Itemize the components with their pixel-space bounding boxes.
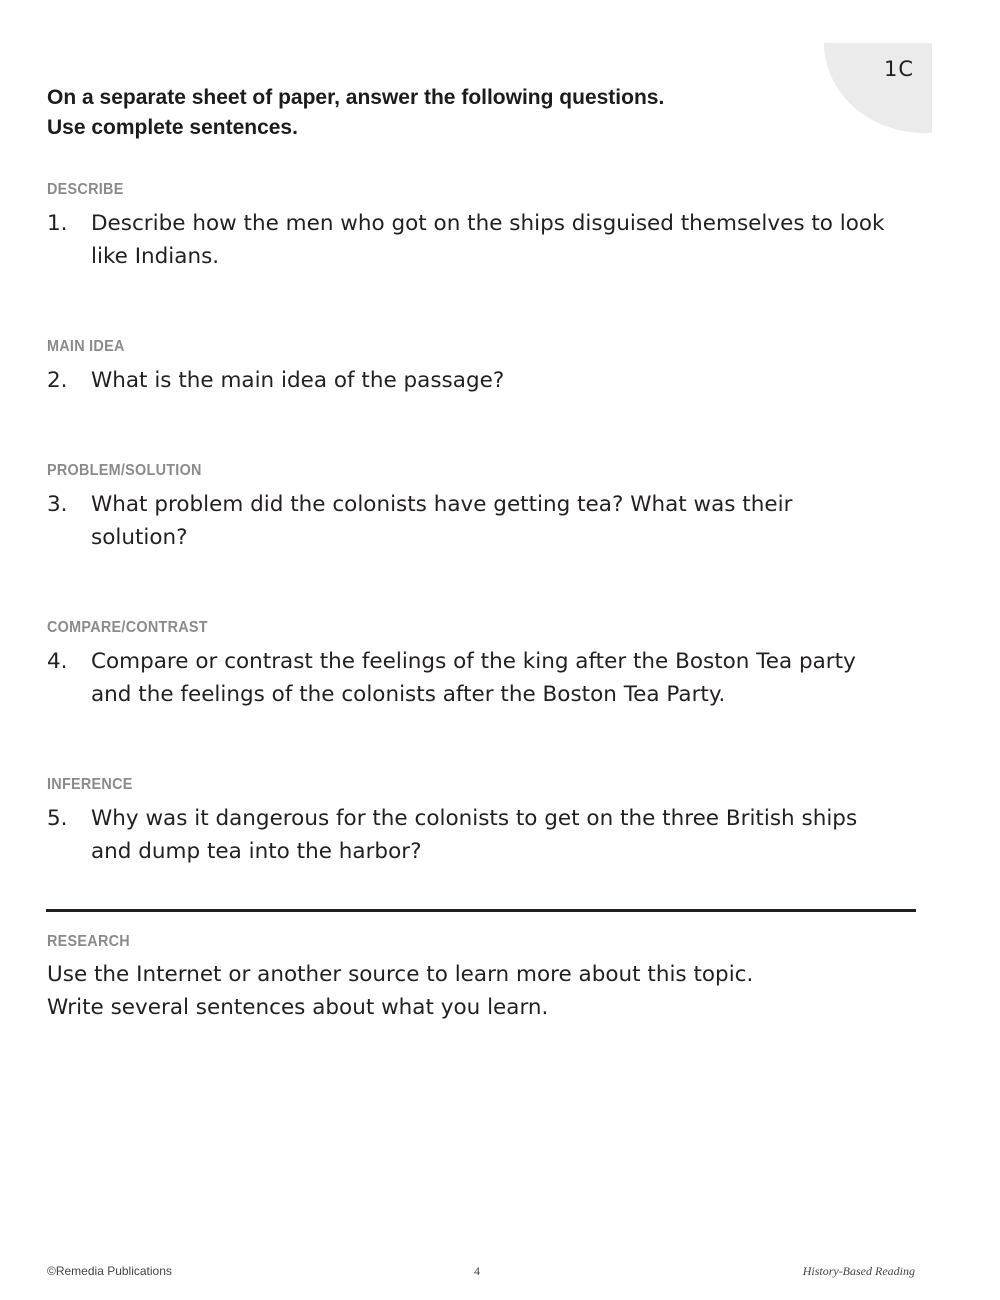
question-text-line-1: Why was it dangerous for the colonists to get on the three British ships (91, 806, 858, 831)
instructions (47, 83, 807, 143)
question-text-line-1: Compare or contrast the feelings of the king after the Boston Tea party (91, 649, 856, 674)
section-label-problem-solution: PROBLEM/SOLUTION (47, 462, 202, 479)
question-text-line-1: What is the main idea of the passage? (91, 368, 505, 393)
footer-publisher: ©Remedia Publications (47, 1264, 172, 1278)
question-4 (47, 645, 927, 711)
question-text-line-2: solution? (91, 525, 188, 550)
page-tab-label: 1C (883, 57, 914, 81)
question-number: 1. (47, 211, 68, 236)
research-text-line-2: Write several sentences about what you learn. (47, 995, 549, 1020)
question-number: 4. (47, 649, 68, 674)
research-prompt (47, 958, 927, 1024)
question-text-line-2: like Indians. (91, 244, 220, 269)
instructions-line-1: On a separate sheet of paper, answer the following questions. (47, 86, 665, 109)
question-5 (47, 802, 927, 868)
section-label-research: RESEARCH (47, 933, 130, 950)
research-text-line-1: Use the Internet or another source to learn more about this topic. (47, 962, 754, 987)
instructions-line-2: Use complete sentences. (47, 116, 298, 139)
question-text-line-1: Describe how the men who got on the ships disguised themselves to look (91, 211, 885, 236)
question-text-line-2: and dump tea into the harbor? (91, 839, 422, 864)
question-number: 3. (47, 492, 68, 517)
section-label-main-idea: MAIN IDEA (47, 338, 125, 355)
question-1 (47, 207, 927, 273)
section-label-compare-contrast: COMPARE/CONTRAST (47, 619, 208, 636)
question-text-line-1: What problem did the colonists have getting tea? What was their (91, 492, 793, 517)
question-number: 2. (47, 368, 68, 393)
question-3 (47, 488, 927, 554)
question-text-line-2: and the feelings of the colonists after the Boston Tea Party. (91, 682, 726, 707)
footer-book-title: History-Based Reading (802, 1264, 915, 1278)
footer-page-number: 4 (474, 1264, 480, 1278)
section-label-describe: DESCRIBE (47, 181, 124, 198)
section-label-inference: INFERENCE (47, 776, 133, 793)
question-2 (47, 364, 927, 397)
section-divider (46, 909, 916, 912)
question-number: 5. (47, 806, 68, 831)
page-corner-tab (824, 43, 932, 133)
